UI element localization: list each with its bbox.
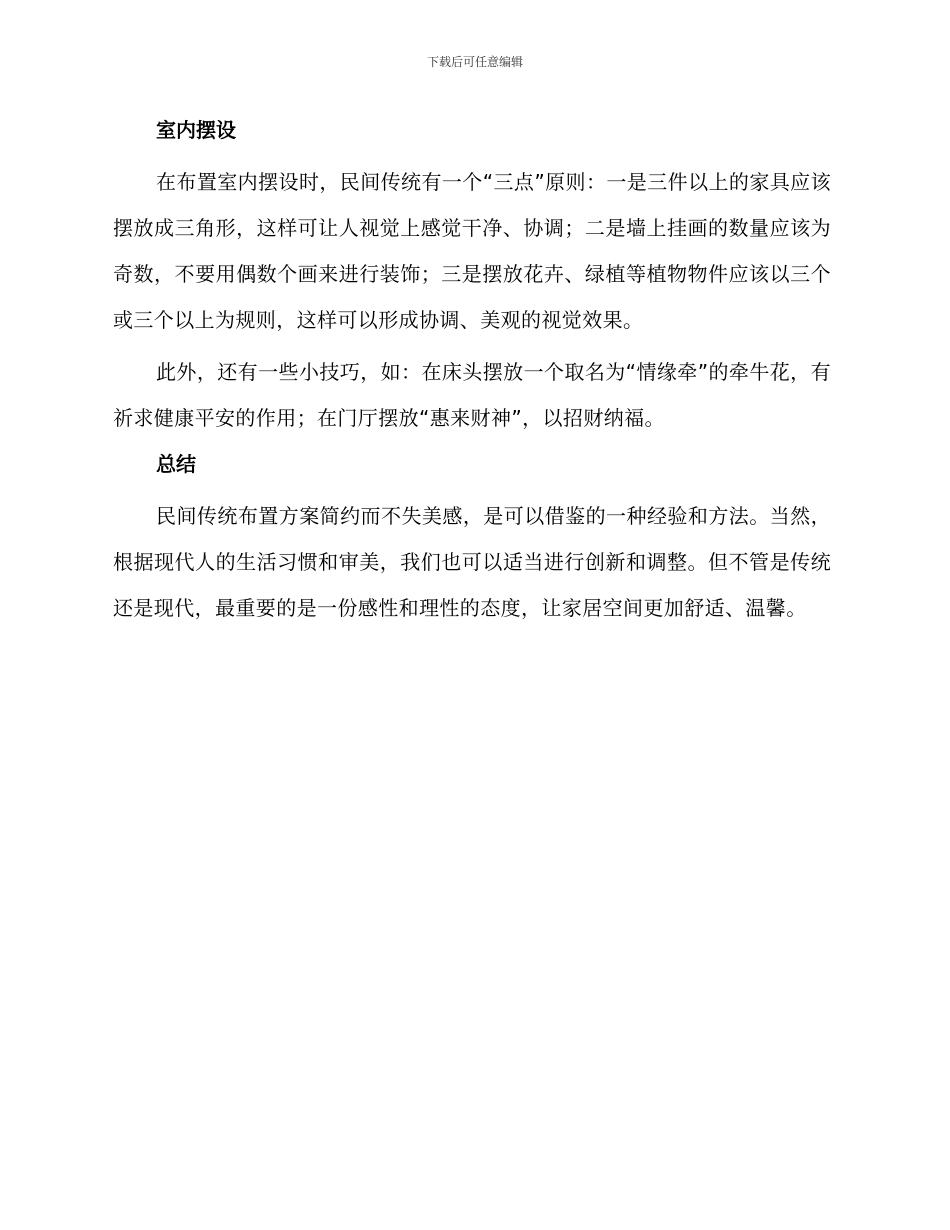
document-body [113, 111, 831, 637]
section-heading-interior-decor: 室内摆设 [156, 118, 236, 142]
paragraph-small-tips: 此外，还有一些小技巧，如：在床头摆放一个取名为“情缘牵”的牵牛花，有祈求健康平安的作用；在门厅摆放“惠来财神”，以招财纳福。 [113, 360, 831, 430]
paragraph-summary: 民间传统布置方案简约而不失美感，是可以借鉴的一种经验和方法。当然，根据现代人的生活习惯和审美，我们也可以适当进行创新和调整。但不管是传统还是现代，最重要的是一份感性和理性的态度，让家居空间更加舒适、温馨。 [113, 504, 831, 620]
page-header: 下载后可任意编辑 [426, 55, 523, 69]
section-heading-summary: 总结 [156, 452, 196, 476]
paragraph-three-point-principle: 在布置室内摆设时，民间传统有一个“三点”原则：一是三件以上的家具应该摆放成三角形，这样可让人视觉上感觉干净、协调；二是墙上挂画的数量应该为奇数，不要用偶数个画来进行装饰；三是摆放花卉、绿植等植物物件应该以三个或三个以上为规则，这样可以形成协调、美观的视觉效果。 [113, 170, 831, 332]
